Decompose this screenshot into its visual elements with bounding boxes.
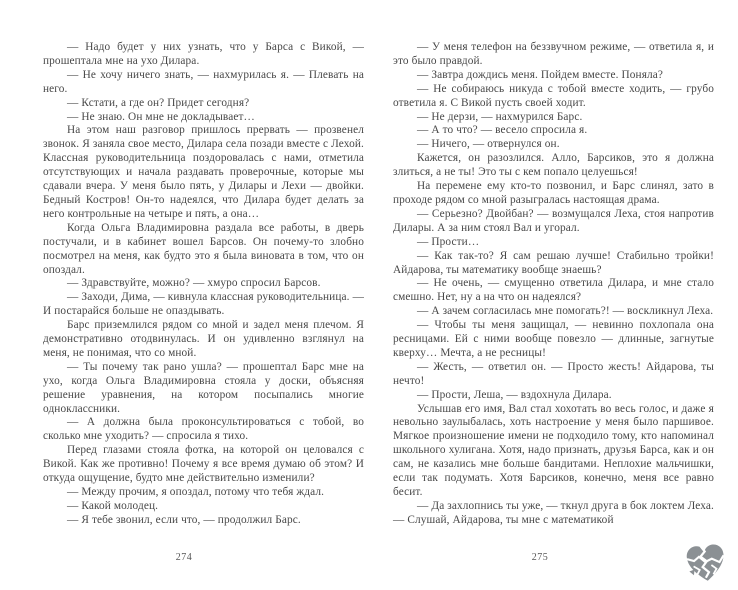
page-right-text	[393, 41, 714, 528]
paragraph: — Завтра дождись меня. Пойдем вместе. Поняла?	[417, 68, 664, 81]
page-number-left: 274	[175, 552, 193, 563]
paragraph: — Ничего, — отвернулся он.	[417, 138, 560, 151]
paragraph: — Да захлопнись ты уже, — ткнул друга в бок локтем Леха. — Слушай, Айдарова, ты мне с математикой	[393, 499, 714, 526]
paragraph: На этом наш разговор пришлось прервать — прозвенел звонок. Я заняла свое место, Дилара села позади вместе с Лехой. Классная руководительница поздоровалась с нами, отметила отсутствующих и начала раздавать проверочные, которые мы сдавали вчера. У меня было пять, у Дилары и Лехи — двойки. Бедный Костров! Он-то надеялся, что Дилара будет делать за него контрольные на четыре и пять, а она…	[43, 124, 364, 220]
paragraph: — А зачем согласилась мне помогать?! — воскликнул Леха.	[417, 305, 714, 318]
paragraph: — Не собираюсь никуда с тобой вместе ходить, — грубо ответила я. С Викой пусть своей ходит.	[393, 82, 714, 109]
paragraph: Кажется, он разозлился. Алло, Барсиков, это я должна злиться, а не ты! Это ты с кем попало целуешься!	[393, 152, 714, 179]
paragraph: — А то что? — весело спросила я.	[417, 124, 588, 137]
paragraph: — Серьезно? Двойбан? — возмущался Леха, стоя напротив Дилары. А за ним стоял Вал и угорал.	[393, 207, 714, 234]
paragraph: — Кстати, а где он? Придет сегодня?	[67, 96, 250, 109]
paragraph: — Надо будет у них узнать, что у Барса с Викой, — прошептала мне на ухо Дилара.	[43, 41, 364, 67]
paragraph: — Как так-то? Я сам решаю лучше! Стабильно тройки! Айдарова, ты математику вообще знаешь?	[393, 249, 714, 276]
broken-heart-icon	[682, 541, 730, 587]
paragraph: — Я тебе звонил, если что, — продолжил Барс.	[67, 513, 301, 526]
paragraph: — Не знаю. Он мне не докладывает…	[67, 110, 255, 123]
paragraph: — Здравствуйте, можно? — хмуро спросил Барсов.	[67, 277, 321, 290]
paragraph: Когда Ольга Владимировна раздала все работы, в дверь постучали, и в кабинет вошел Барсов. Он почему-то злобно посмотрел на меня, как будто это я была виновата в том, что он опоздал.	[43, 221, 364, 276]
paragraph: — Не дерзи, — нахмурился Барс.	[417, 110, 583, 123]
paragraph: Барс приземлился рядом со мной и задел меня плечом. Я демонстративно отодвинулась. И он удивленно взглянул на меня, не понимая, что со мной.	[43, 319, 364, 359]
paragraph: — Между прочим, я опоздал, потому что тебя ждал.	[67, 486, 325, 498]
paragraph: — Заходи, Дима, — кивнула классная руководительница. — И постарайся больше не опаздывать.	[43, 291, 364, 318]
paragraph: — У меня телефон на беззвучном режиме, — ответила я, и это было правдой.	[393, 41, 714, 67]
paragraph: На перемене ему кто-то позвонил, и Барс слинял, зато в проходе рядом со мной разыгралась настоящая драма.	[393, 180, 714, 206]
paragraph: — Жесть, — ответил он. — Просто жесть! Айдарова, ты нечто!	[393, 360, 714, 387]
paragraph: — Чтобы ты меня защищал, — невинно похлопала она ресницами. Ей с ними вообще повезло — длинные, загнутые кверху… Мечта, а не ресницы!	[393, 319, 714, 359]
paragraph: Перед глазами стояла фотка, на которой он целовался с Викой. Как же противно! Почему я все время думаю об этом? И откуда ощущение, будто мне действительно изменили?	[43, 444, 364, 485]
page-left-text	[43, 41, 364, 528]
page-number-right: 275	[531, 552, 549, 563]
paragraph: — Прости, Леша, — вздохнула Дилара.	[417, 388, 612, 401]
paragraph: Услышав его имя, Вал стал хохотать во весь голос, и даже я невольно заулыбалась, хоть настроение у меня было паршивое. Мягкое произношение имени не подходило тому, кто напоминал школьного хулигана. Хотя, надо признать, друзья Барса, как и он сам, не казались мне больше бандитами. Неплохие мальчишки, если так подумать. Хотя Барсиков, конечно, меня все равно бесит.	[393, 402, 714, 498]
paragraph: — Какой молодец.	[67, 499, 159, 512]
paragraph: — Прости…	[417, 235, 480, 248]
paragraph: — Ты почему так рано ушла? — прошептал Барс мне на ухо, когда Ольга Владимировна стояла у доски, объясняя решение уравнения, на котором посыпались многие одноклассники.	[43, 360, 364, 415]
paragraph: — А должна была проконсультироваться с тобой, во сколько мне уходить? — спросила я тихо.	[43, 416, 364, 443]
paragraph: — Не очень, — смущенно ответила Дилара, и мне стало смешно. Нет, ну а на что он надеялся?	[393, 277, 714, 304]
paragraph: — Не хочу ничего знать, — нахмурилась я. — Плевать на него.	[43, 68, 364, 95]
